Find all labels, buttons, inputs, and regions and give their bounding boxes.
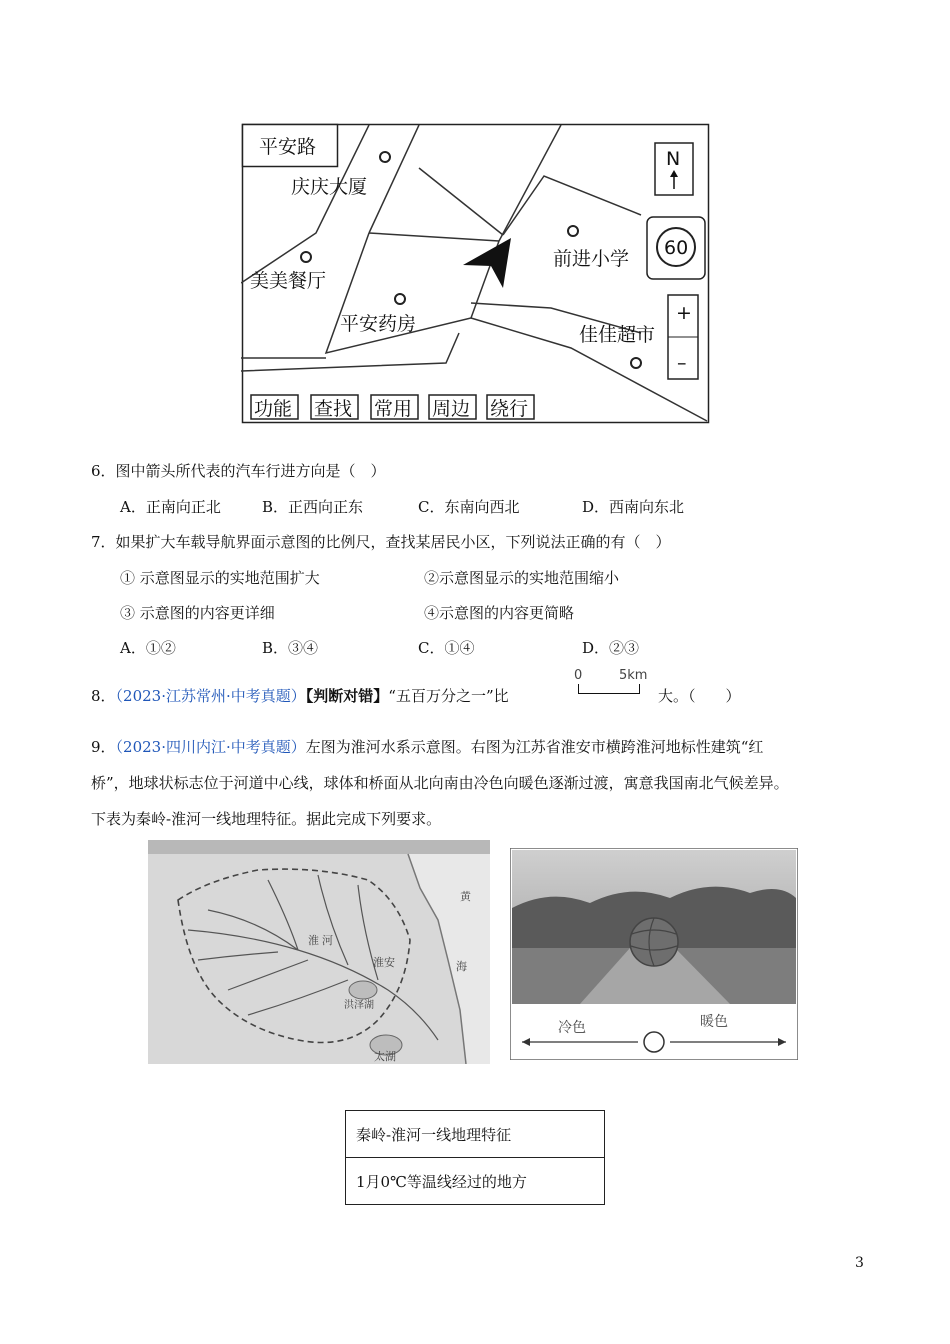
nav-button-search: [311, 395, 358, 420]
speed-limit-label: 60: [664, 237, 689, 259]
svg-text:绕行: 绕行: [490, 398, 529, 420]
poi-label-jiajia: 佳佳超市: [579, 324, 656, 346]
question-9-line-2: 桥”，地球状标志位于河道中心线，球体和桥面从北向南由冷色向暖色逐渐过渡，寓意我国南北气候差异。: [91, 774, 789, 792]
svg-text:查找: 查找: [314, 398, 353, 420]
navigation-map-figure: [241, 123, 711, 425]
q8-tag: 【判断对错】: [305, 687, 389, 705]
geo-features-table: [345, 1110, 605, 1205]
svg-text:功能: 功能: [254, 398, 293, 420]
cold-color-label: 冷色: [558, 1020, 586, 1036]
table-row: [346, 1158, 605, 1205]
q7-item-4: ④示意图的内容更简略: [424, 604, 575, 622]
huaihe-river-map-figure: [148, 840, 490, 1064]
q8-text-after: 大。（ ）: [658, 687, 741, 705]
map-label-hongze: 洪泽湖: [344, 1000, 374, 1011]
q8-number: 8．: [91, 687, 116, 705]
road-label-box: [243, 125, 338, 167]
nav-button-common: [371, 395, 418, 420]
nav-button-detour: [487, 395, 534, 420]
poi-marker-pingan: [395, 294, 405, 304]
poi-marker-jiajia: [631, 358, 641, 368]
nav-button-nearby: [429, 395, 476, 420]
map-label-yellow: 黄: [460, 890, 471, 903]
question-7-stem: 7．如果扩大车载导航界面示意图的比例尺，查找某居民小区，下列说法正确的有（ ）: [91, 533, 671, 551]
q6-option-c: C．东南向西北: [418, 498, 520, 516]
q8-text-before: “五百万分之一”比: [388, 687, 509, 705]
zoom-out-icon: –: [677, 352, 687, 374]
globe-landmark: [630, 918, 678, 966]
q8-source: （2023·江苏常州·中考真题）: [115, 687, 306, 705]
q6-option-b: B．正西向正东: [262, 498, 364, 516]
page-number: 3: [855, 1255, 864, 1271]
warm-color-label: 暖色: [700, 1014, 728, 1030]
q7-option-b: B．③④: [262, 639, 319, 657]
q7-option-d: D．②③: [582, 639, 640, 657]
q6-option-a: A．正南向正北: [120, 498, 221, 516]
question-6-stem: 6．图中箭头所代表的汽车行进方向是（ ）: [91, 462, 386, 480]
question-8: [91, 686, 509, 706]
scale-km-label: 5km: [619, 668, 648, 683]
q7-item-3: ③ 示意图的内容更详细: [120, 604, 275, 622]
poi-marker-qianjin: [568, 226, 578, 236]
svg-text:常用: 常用: [374, 398, 413, 420]
red-bridge-photo-figure: [510, 848, 798, 1060]
scale-zero-label: 0: [574, 668, 583, 683]
q9-number: 9．: [91, 738, 116, 756]
poi-marker-meimei: [301, 252, 311, 262]
map-label-sea: 海: [456, 960, 467, 973]
map-label-huai: 淮: [308, 934, 319, 947]
map-label-taihu: 太湖: [374, 1050, 396, 1063]
q7-option-a: A．①②: [120, 639, 176, 657]
svg-text:周边: 周边: [432, 398, 471, 420]
question-9-line-3: 下表为秦岭-淮河一线地理特征。据此完成下列要求。: [91, 810, 442, 828]
q9-source: （2023·四川内江·中考真题）: [115, 738, 306, 756]
poi-label-pingan: 平安药房: [340, 313, 417, 335]
zoom-in-icon: +: [676, 302, 692, 324]
table-header-cell: 秦岭-淮河一线地理特征: [346, 1111, 605, 1158]
poi-label-qingqing: 庆庆大厦: [291, 176, 368, 198]
map-label-he: 河: [322, 934, 333, 947]
q7-item-2: ②示意图显示的实地范围缩小: [424, 569, 620, 587]
scale-bar: [574, 668, 650, 696]
map-label-huaian: 淮安: [373, 956, 395, 969]
poi-marker-qingqing: [380, 152, 390, 162]
scale-bar-line: [578, 684, 640, 694]
nav-button-function: [251, 395, 298, 420]
poi-label-meimei: 美美餐厅: [250, 270, 327, 292]
q6-option-d: D．西南向东北: [582, 498, 685, 516]
question-9-line-1: [91, 737, 763, 757]
table-cell: 1月0℃等温线经过的地方: [346, 1158, 605, 1205]
north-label: N: [666, 148, 681, 170]
q9-line1-text: 左图为淮河水系示意图。右图为江苏省淮安市横跨淮河地标性建筑“红: [305, 738, 764, 756]
q7-option-c: C．①④: [418, 639, 475, 657]
q7-item-1: ① 示意图显示的实地范围扩大: [120, 569, 320, 587]
table-row: [346, 1111, 605, 1158]
poi-label-qianjin: 前进小学: [553, 248, 630, 270]
road-label: 平安路: [259, 136, 317, 158]
